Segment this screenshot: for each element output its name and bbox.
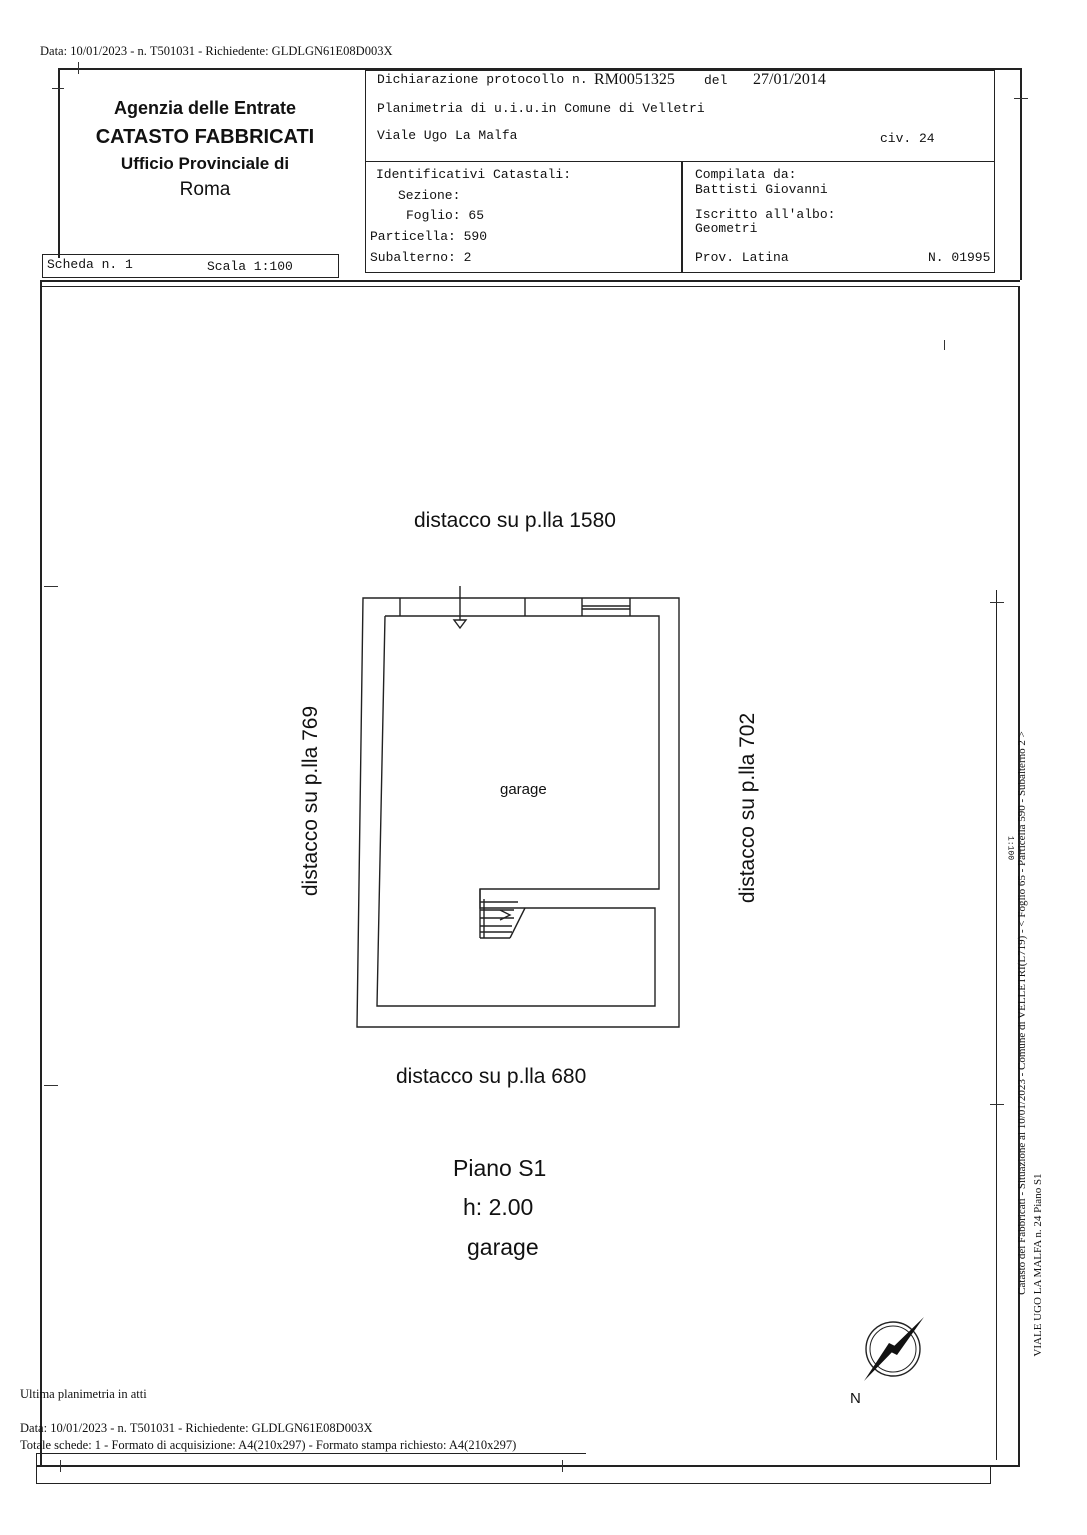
request-info-top: Data: 10/01/2023 - n. T501031 - Richiedente: GLDLGN61E08D003X [40,44,393,58]
scala: Scala 1:100 [207,259,293,274]
foglio: Foglio: 65 [406,208,485,223]
subalterno: Subalterno: 2 [370,250,472,265]
protocol-del: del [704,73,728,88]
north-label: N [850,1390,861,1407]
planimetria-comune: Planimetria di u.i.u.in Comune di Velletri [377,101,705,116]
distacco-ovest: distacco su p.lla 769 [299,705,322,897]
room-label-garage: garage [500,781,547,798]
garage-floor-plan [350,580,690,1040]
side-situazione: Catasto dei Fabbricati - Situazione al 10/01/2023 - Comune di VELLETRI(L719) - < Foglio 65 - Particella 590 - Subalterno 2 > [1016,731,1028,1295]
distacco-est: distacco su p.lla 702 [736,712,759,904]
frame-bottom-outer [36,1483,990,1484]
totale-schede: Totale schede: 1 - Formato di acquisizione: A4(210x297) - Formato stampa richiesto: A4(210x297) [20,1438,517,1452]
north-compass-icon [862,1315,928,1385]
albo: Geometri [695,221,758,236]
provincia: Prov. Latina [695,250,789,265]
inner-wall [377,616,659,1006]
outer-wall [357,598,679,1027]
iscritto-label: Iscritto all'albo: [695,207,836,222]
protocol-label: Dichiarazione protocollo n. [377,72,588,87]
frame-main-left [40,280,42,1467]
distacco-nord: distacco su p.lla 1580 [414,509,616,532]
compilata-title: Compilata da: [695,167,797,182]
sezione: Sezione: [398,188,461,203]
frame-main-top [40,280,1020,282]
scale-stamp: 1:100 [1005,835,1015,861]
frame-header-left [58,68,60,258]
ufficio-label: Ufficio Provinciale di [120,154,290,173]
ufficio-city: Roma [179,179,231,200]
inner-margin-line [996,590,997,1460]
identificativi-divider [681,162,683,272]
frame-header-right [1020,68,1022,280]
altezza-label: h: 2.00 [463,1194,534,1220]
address: Viale Ugo La Malfa [377,128,518,143]
catasto-title: CATASTO FABBRICATI [95,126,315,148]
ultima-planimetria: Ultima planimetria in atti [20,1387,147,1401]
protocol-date: 27/01/2014 [753,71,826,88]
particella: Particella: 590 [370,229,488,244]
scheda-number: Scheda n. 1 [47,257,133,272]
identificativi-title: Identificativi Catastali: [376,167,572,182]
side-indirizzo: VIALE UGO LA MALFA n. 24 Piano S1 [1032,1173,1044,1357]
albo-number: N. 01995 [928,250,991,265]
compilata-name: Battisti Giovanni [695,182,828,197]
destinazione-label: garage [467,1234,539,1260]
protocol-number: RM0051325 [594,71,675,88]
agency-name: Agenzia delle Entrate [113,98,297,118]
request-info-bottom: Data: 10/01/2023 - n. T501031 - Richiedente: GLDLGN61E08D003X [20,1421,373,1435]
civic-number: civ. 24 [880,131,935,146]
piano-label: Piano S1 [453,1155,547,1181]
distacco-sud: distacco su p.lla 680 [396,1065,587,1088]
frame-main-bottom [36,1465,1020,1467]
